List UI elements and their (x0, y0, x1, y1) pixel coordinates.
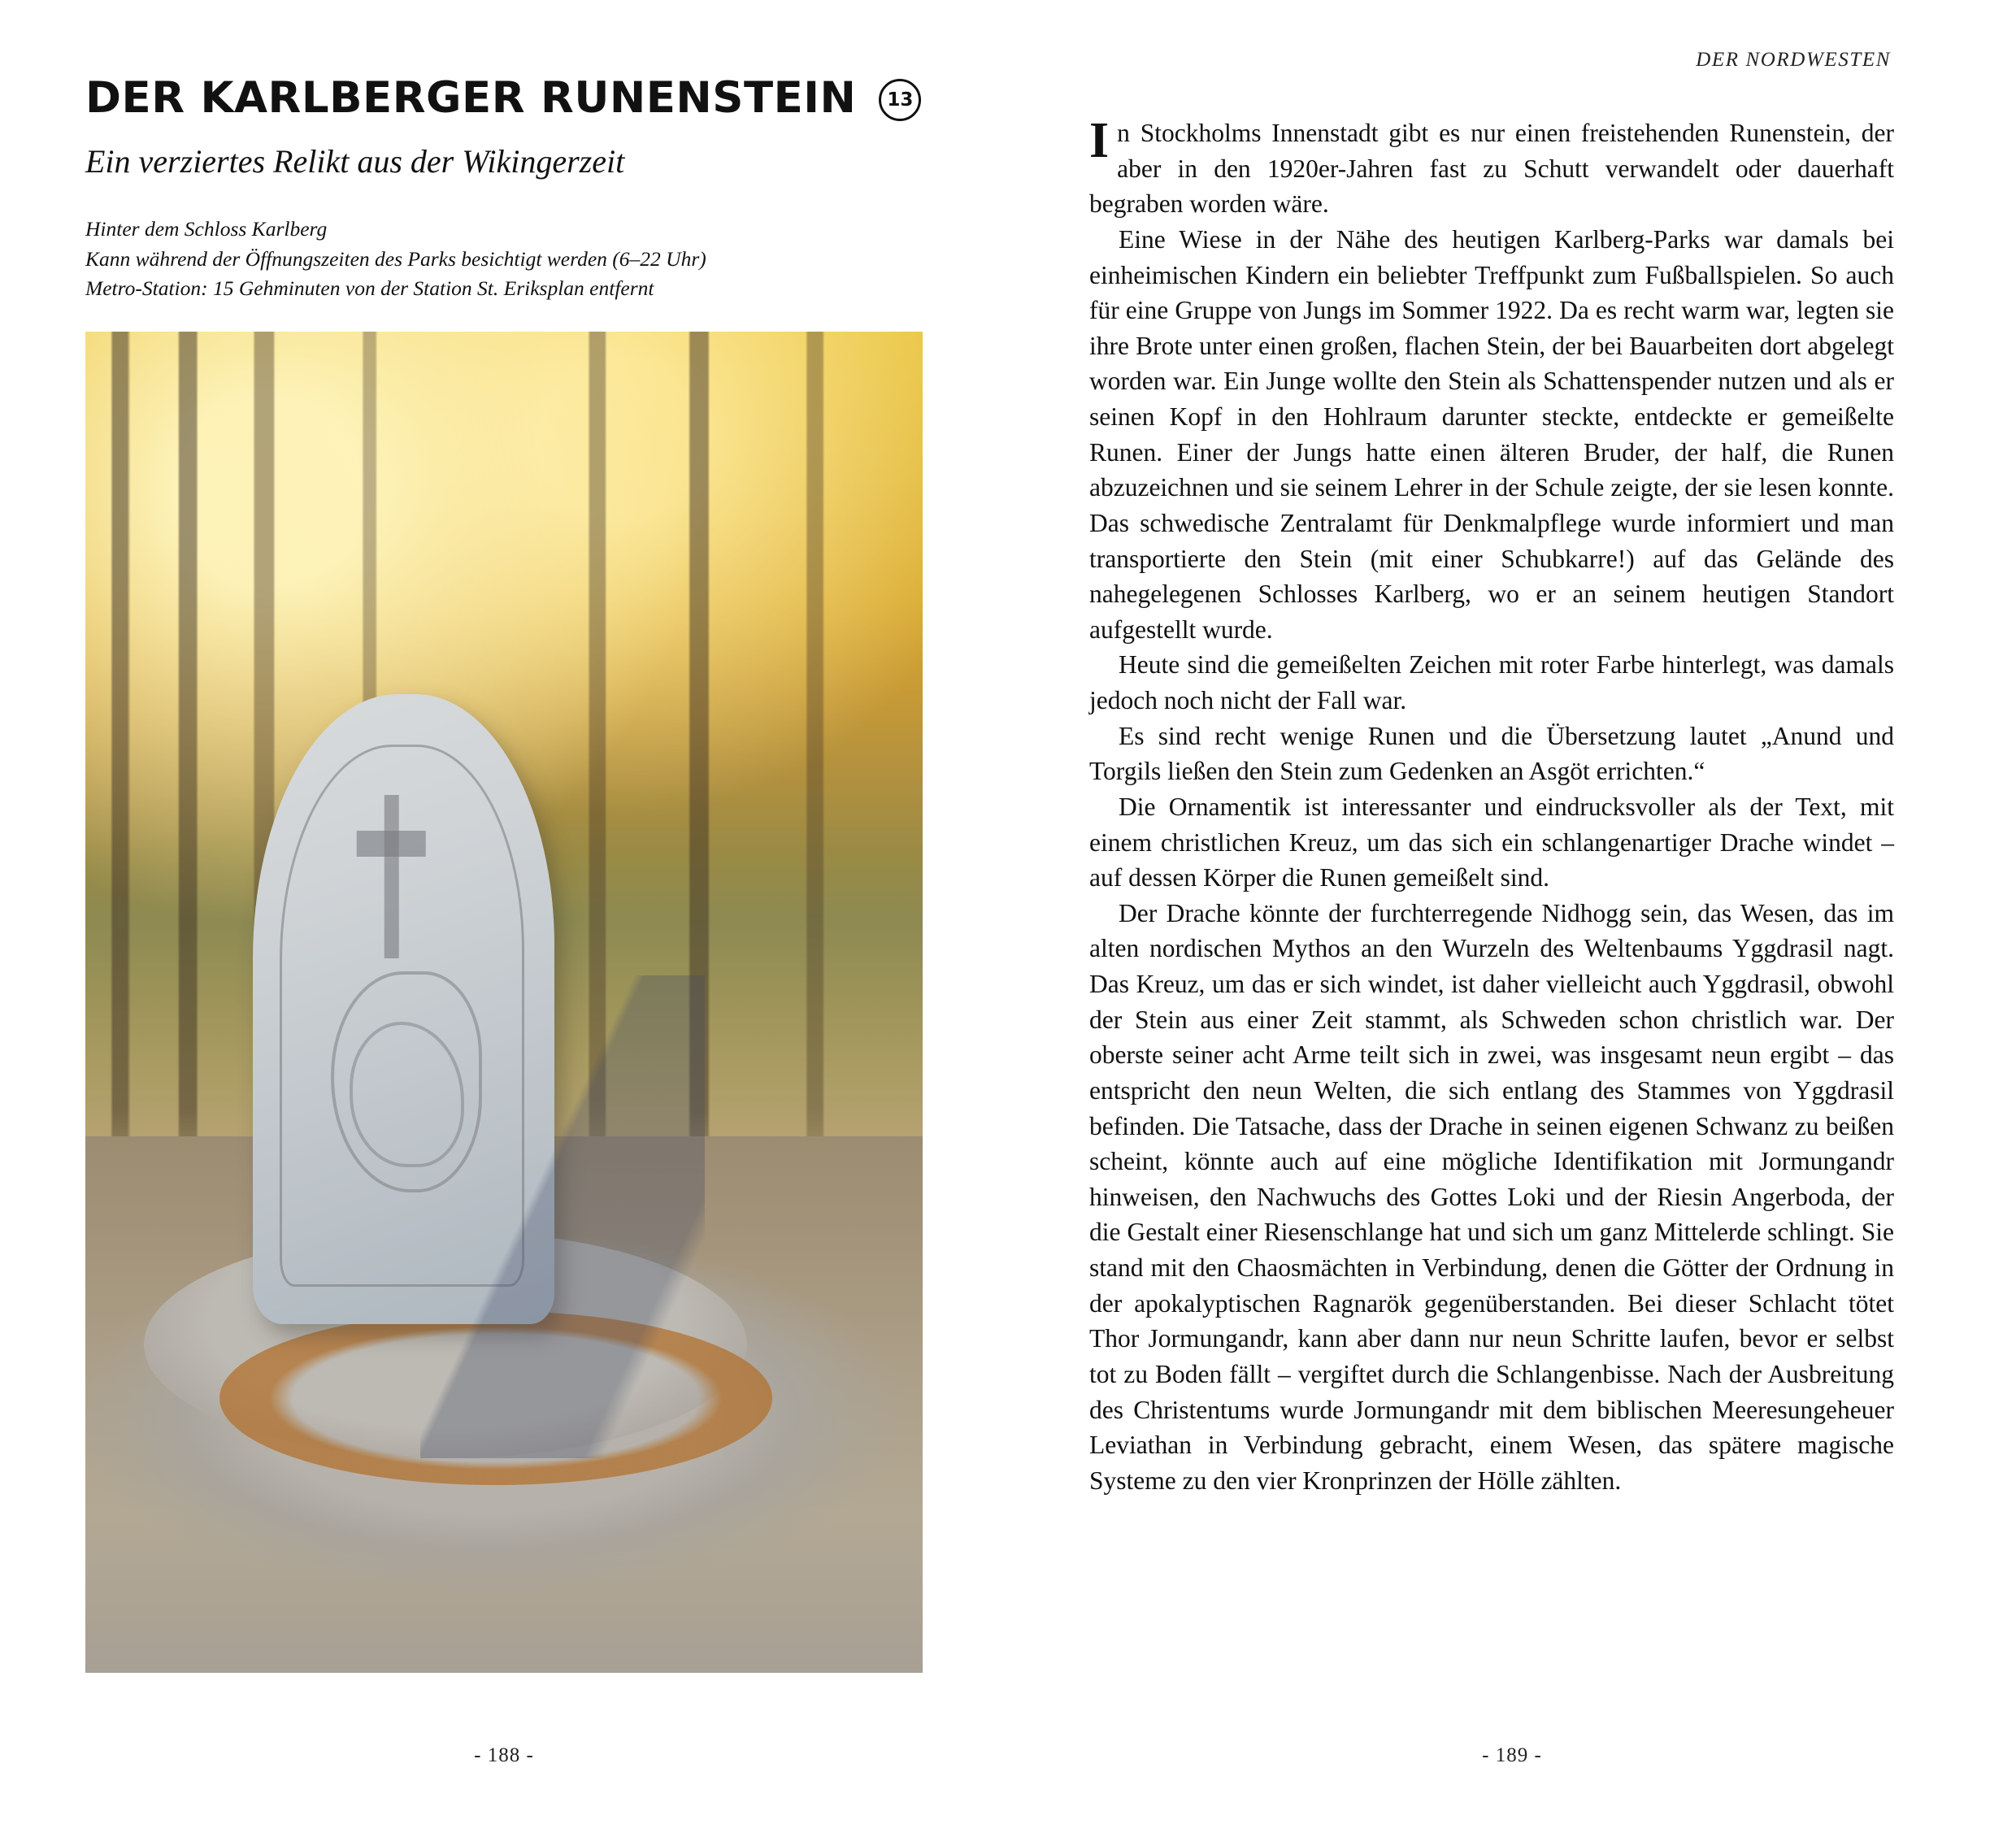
poi-number-badge: 13 (879, 79, 921, 121)
photo-runestone (253, 694, 554, 1325)
running-head: DER NORDWESTEN (1696, 49, 1891, 71)
paragraph: Es sind recht wenige Runen und die Übersetzung lautet „Anund und Torgils ließen den Stein zum Gedenken an Asgöt errichten.“ (1089, 721, 1894, 786)
page-title: DER KARLBERGER RUNENSTEIN (85, 73, 857, 123)
photo-rune-knotwork-inner (350, 1022, 464, 1167)
paragraph: In Stockholms Innenstadt gibt es nur einen freistehenden Runenstein, der aber in den 1920er-Jahren fast zu Schutt verwandelt oder dauerhaft begraben worden wäre. (1089, 113, 1894, 219)
photo-leaf-ring (219, 1311, 772, 1486)
paragraph: Der Drache könnte der furchterregende Nidhogg sein, das Wesen, das im alten nordischen Mythos an den Wurzeln des Weltenbaums Yggdrasil nagt. Das Kreuz, um das er sich windet, ist daher vielleicht auch Yggdrasil, obwohl der Stein aus einer Zeit stammt, als Schweden schon christlich war. Der oberste seiner acht Arme teilt sich in zwei, was insgesamt neun ergibt – das entspricht den neun Welten, die sich entlang des Stammes von Yggdrasil befinden. Die Tatsache, dass der Drache in seinen eigenen Schwanz zu beißen scheint, könnte auch auf eine mögliche Identifikation mit Jormungandr hinweisen, den Nachwuchs des Gottes Loki und der Riesin Angerboda, der die Gestalt einer Riesenschlange hat und sich um ganz Mittelerde schlingt. Sie stand mit den Chaosmächten in Verbindung, denen die Götter der Ordnung in der apokalyptischen Ragnarök gegenüberstanden. Bei dieser Schlacht tötet Thor Jormungandr, kann aber dann nur neun Schritte laufen, bevor er selbst tot zu Boden fällt – vergiftet durch die Schlangenbisse. Nach der Ausbreitung des Christentums wurde Jormungandr mit dem biblischen Meeresungeheuer Leviathan in Verbindung gebracht, einem Wesen, das spätere magische Systeme zu den vier Kronprinzen der Hölle zählten. (1089, 898, 1894, 1495)
runestone-photo (85, 332, 923, 1673)
paragraph: Eine Wiese in der Nähe des heutigen Karlberg-Parks war damals bei einheimischen Kindern ein beliebter Treffpunkt zum Fußballspielen. So auch für eine Gruppe von Jungs im Sommer 1922. Da es recht warm war, legten sie ihre Brote unter einen großen, flachen Stein, der bei Bauarbeiten dort abgelegt worden war. Ein Junge wollte den Stein als Schattenspender nutzen und als er seinen Kopf in den Hohlraum darunter steckte, entdeckte er gemeißelte Runen. Einer der Jungs hatte einen älteren Bruder, der half, die Runen abzuzeichnen und sie seinem Lehrer in der Schule zeigte, der sie lesen konnte. Das schwedische Zentralamt für Denkmalpflege wurde informiert und man transportierte den Stein (mit einer Schubkarre!) auf das Gelände des nahegelegenen Schlosses Karlberg, wo er an seinem heutigen Standort aufgestellt wurde. (1089, 224, 1894, 644)
info-line-location: Hinter dem Schloss Karlberg (85, 217, 328, 241)
info-line-transport: Metro-Station: 15 Gehminuten von der Station St. Eriksplan entfernt (85, 276, 654, 301)
photo-rune-cross (384, 795, 399, 959)
right-page (1008, 0, 2016, 1824)
paragraph: Heute sind die gemeißelten Zeichen mit roter Farbe hinterlegt, was damals jedoch noch nicht der Fall war. (1089, 650, 1894, 714)
title-row (85, 73, 927, 123)
info-line-opening-hours: Kann während der Öffnungszeiten des Parks besichtigt werden (6–22 Uhr) (85, 246, 706, 271)
body-text (1089, 115, 1894, 1498)
page-subtitle: Ein verziertes Relikt aus der Wikingerzeit (85, 143, 625, 180)
folio-right: - 189 - (1482, 1744, 1542, 1766)
paragraph: Die Ornamentik ist interessanter und eindrucksvoller als der Text, mit einem christlichen Kreuz, um das sich ein schlangenartiger Drache windet – auf dessen Körper die Runen gemeißelt sind. (1089, 792, 1894, 892)
folio-left: - 188 - (474, 1744, 534, 1766)
practical-info (85, 215, 927, 304)
photo-rune-knotwork (331, 971, 482, 1192)
